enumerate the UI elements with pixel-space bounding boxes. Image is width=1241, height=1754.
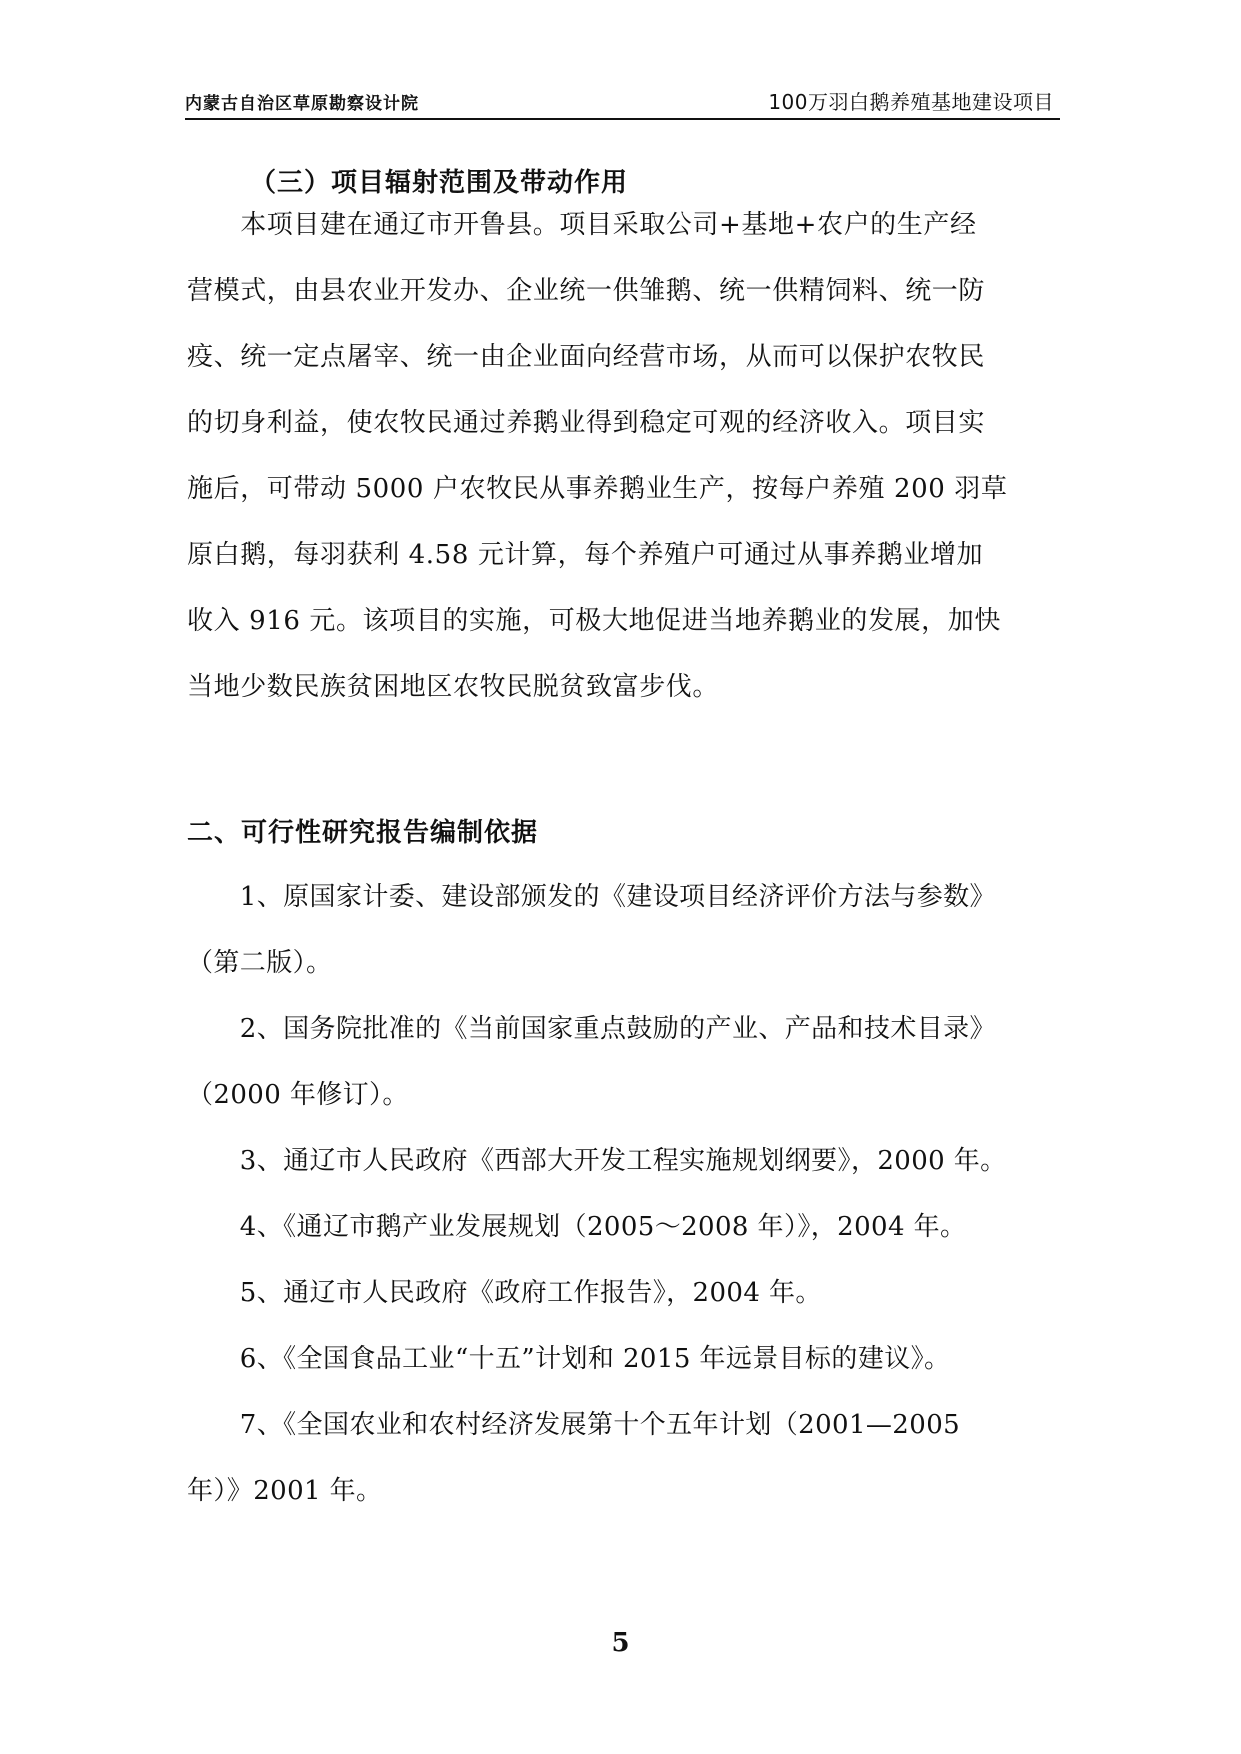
header-organization: 内蒙古自治区草原勘察设计院 [185, 94, 419, 114]
body-paragraph [187, 192, 1055, 720]
reference-item: 4、《通辽市鹅产业发展规划（2005～2008 年）》，2004 年。 [187, 1212, 967, 1242]
paragraph-line: 当地少数民族贫困地区农牧民脱贫致富步伐。 [187, 672, 720, 702]
paragraph-line: 施后，可带动 5000 户农牧民从事养鹅业生产，按每户养殖 200 羽草 [187, 474, 1008, 504]
header-project-title: 100万羽白鹅养殖基地建设项目 [768, 90, 1054, 114]
paragraph-line: 的切身利益，使农牧民通过养鹅业得到稳定可观的经济收入。项目实 [187, 408, 986, 438]
reference-item: 2、国务院批准的《当前国家重点鼓励的产业、产品和技术目录》 [187, 1014, 996, 1044]
paragraph-line: 收入 916 元。该项目的实施，可极大地促进当地养鹅业的发展，加快 [187, 606, 1001, 636]
paragraph-line: 营模式，由县农业开发办、企业统一供雏鹅、统一供精饲料、统一防 [187, 276, 986, 306]
reference-item: 6、《全国食品工业“十五”计划和 2015 年远景目标的建议》。 [187, 1344, 951, 1374]
reference-item: 年）》2001 年。 [187, 1476, 383, 1506]
reference-item: （第二版）。 [187, 948, 333, 978]
reference-item: 3、通辽市人民政府《西部大开发工程实施规划纲要》，2000 年。 [187, 1146, 1007, 1176]
reference-item: 5、通辽市人民政府《政府工作报告》，2004 年。 [187, 1278, 822, 1308]
reference-item: 7、《全国农业和农村经济发展第十个五年计划（2001—2005 [187, 1410, 961, 1440]
reference-item: （2000 年修订）。 [187, 1080, 409, 1110]
page-number: 5 [611, 1628, 630, 1658]
subsection-heading: （三）项目辐射范围及带动作用 [250, 168, 629, 198]
paragraph-line: 疫、统一定点屠宰、统一由企业面向经营市场，从而可以保护农牧民 [187, 342, 986, 372]
paragraph-line: 本项目建在通辽市开鲁县。项目采取公司+基地+农户的生产经 [187, 210, 977, 240]
paragraph-line: 原白鹅，每羽获利 4.58 元计算，每个养殖户可通过从事养鹅业增加 [187, 540, 984, 570]
page-header [185, 86, 1060, 120]
reference-item: 1、原国家计委、建设部颁发的《建设项目经济评价方法与参数》 [187, 882, 996, 912]
section-heading: 二、可行性研究报告编制依据 [187, 818, 539, 848]
